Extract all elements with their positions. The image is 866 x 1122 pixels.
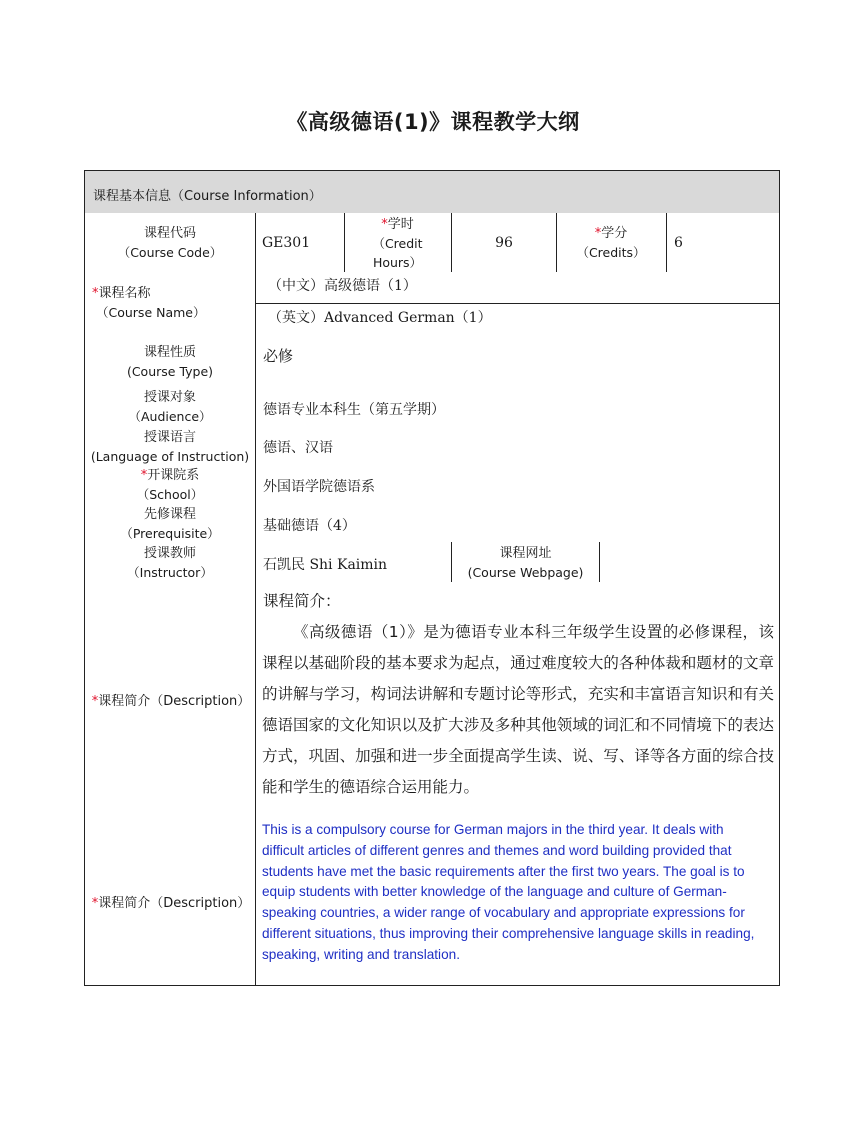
table-border-bottom [84, 985, 780, 986]
language-value: 德语、汉语 [263, 440, 333, 456]
description-en-label: *课程简介（Description） [91, 896, 251, 911]
prerequisite-label: 先修课程 （Prerequisite） [120, 507, 220, 541]
course-type-value: 必修 [263, 347, 294, 365]
prerequisite-value: 基础德语（4） [263, 518, 356, 534]
page-title: 《高级德语(1)》课程教学大纲 [286, 110, 580, 134]
credit-hours-label: *学时 （Credit Hours） [372, 217, 423, 270]
instructor-value: 石凯民 Shi Kaimin [263, 557, 388, 573]
school-value: 外国语学院德语系 [263, 479, 375, 495]
description-heading: 课程简介： [263, 592, 341, 610]
section-header: 课程基本信息（Course Information） [93, 189, 322, 204]
course-code-value: GE301 [262, 235, 311, 251]
school-label: *开课院系 （School） [136, 468, 204, 502]
instructor-label: 授课教师 （Instructor） [127, 546, 213, 580]
audience-value: 德语专业本科生（第五学期） [263, 402, 445, 418]
description-zh-label: *课程简介（Description） [91, 694, 251, 709]
cell-divider [666, 213, 667, 272]
description-zh-text: 《高级德语（1）》是为德语专业本科三年级学生设置的必修课程，该课程以基础阶段的基本要求为起点，通过难度较大的各种体裁和题材的文章的讲解与学习，构词法讲解和专题讨论等形式，充实和丰富语言知识和有关德语国家的文化知识以及扩大涉及多种其他领域的词汇和不同情境下的表达方式，巩固、加强和进一步全面提高学生读、说、写、译等各方面的综合技能和学生的德语综合运用能力。 [262, 623, 774, 796]
course-webpage-label: 课程网址 (Course Webpage) [467, 546, 584, 580]
table-border-left [84, 170, 85, 986]
course-name-zh-value: （中文）高级德语（1） [268, 278, 417, 294]
course-name-label: *课程名称 （Course Name） [92, 286, 206, 320]
course-code-label: 课程代码 （Course Code） [117, 226, 223, 260]
credits-value: 6 [674, 235, 683, 251]
table-border-right [779, 170, 780, 986]
credits-label: *学分 （Credits） [576, 226, 646, 260]
cell-divider [599, 542, 600, 582]
audience-label: 授课对象 （Audience） [128, 390, 212, 424]
language-label: 授课语言 (Language of Instruction) [90, 430, 250, 464]
course-type-label: 课程性质 (Course Type) [126, 345, 214, 379]
label-column-divider [255, 213, 256, 986]
course-name-en-value: （英文）Advanced German（1） [268, 310, 492, 326]
row-divider [255, 303, 779, 304]
credit-hours-value: 96 [495, 235, 513, 251]
description-en-text: This is a compulsory course for German majors in the third year. It deals with difficult articles of different genres and themes and word building provided that students have met the basic requirements after the first two years. The goal is to equip students with better knowledge of the language and culture of German-speaking countries, a wider range of vocabulary and appropriate expressions for different situations, thus improving their comprehensive language skills in reading, speaking, writing and translation. [262, 822, 755, 962]
